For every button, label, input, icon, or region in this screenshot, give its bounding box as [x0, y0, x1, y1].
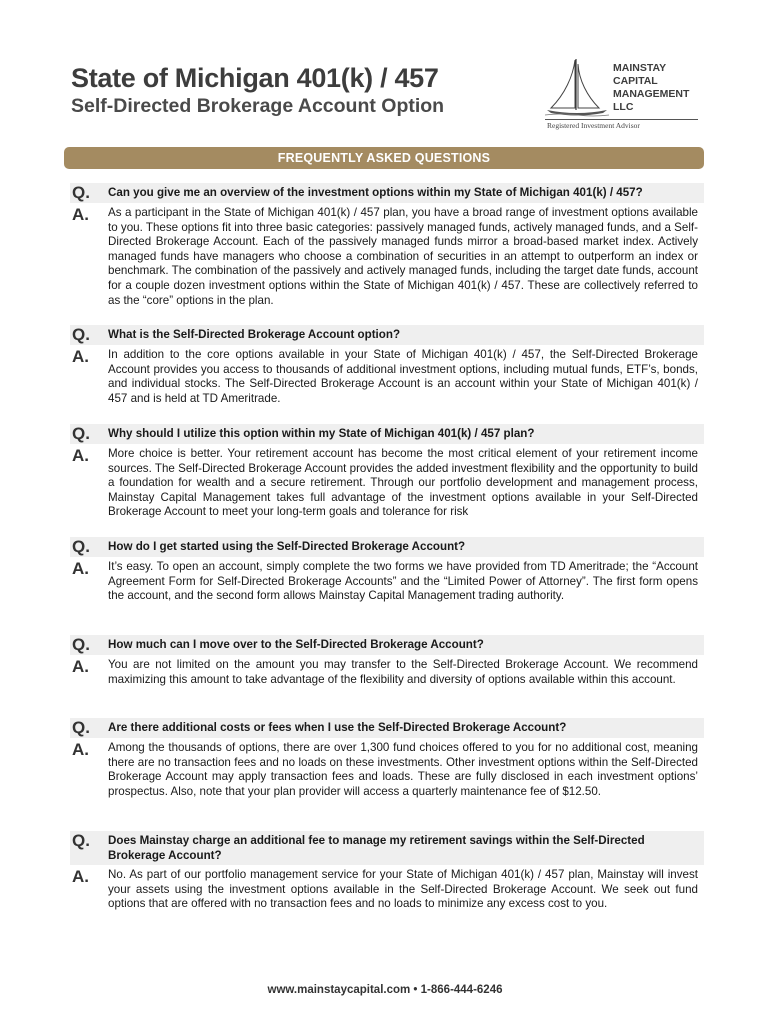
question-row — [70, 635, 704, 655]
answer-row — [70, 206, 704, 308]
question-text: Are there additional costs or fees when I use the Self-Directed Brokerage Account? — [108, 721, 567, 734]
answer-text: No. As part of our portfolio management service for your State of Michigan 401(k) / 457 plan, Mainstay will invest your assets using the investment options available in the Self-Directed Brokerage Account. We seek out fund options that are offered with no transaction fees and no loads to minimize any excess cost to you. — [108, 868, 698, 911]
answer-marker: A. — [72, 740, 89, 759]
page-title: State of Michigan 401(k) / 457 — [71, 63, 439, 93]
faq-item — [70, 325, 704, 406]
answer-text: In addition to the core options available in your State of Michigan 401(k) / 457, the Self-Directed Brokerage Account provides you access to thousands of additional investment options, including mutual funds, ETF’s, bonds, and individual stocks. The Self-Directed Brokerage Account is an account within your State of Michigan 401(k) / 457 and is held at TD Ameritrade. — [108, 348, 698, 405]
answer-row — [70, 447, 704, 520]
logo-name-line: CAPITAL — [613, 75, 658, 87]
question-marker: Q. — [72, 831, 90, 850]
question-row — [70, 831, 704, 865]
faq-item — [70, 537, 704, 604]
answer-text: You are not limited on the amount you may transfer to the Self-Directed Brokerage Account. We recommend maximizing this amount to take advantage of the flexibility and diversity of options available within this account. — [108, 658, 698, 686]
question-row — [70, 325, 704, 345]
question-marker: Q. — [72, 325, 90, 344]
faq-item — [70, 831, 704, 912]
question-text: What is the Self-Directed Brokerage Account option? — [108, 328, 401, 341]
page-subtitle: Self-Directed Brokerage Account Option — [71, 95, 445, 117]
answer-marker: A. — [72, 559, 89, 578]
question-text: Does Mainstay charge an additional fee to manage my retirement savings within the Self-Directed Brokerage Account? — [108, 834, 645, 862]
question-row — [70, 718, 704, 738]
faq-item — [70, 424, 704, 520]
question-row — [70, 183, 704, 203]
logo-name-line: MAINSTAY — [613, 62, 667, 74]
logo-name-line: LLC — [613, 101, 634, 113]
faq-item — [70, 635, 704, 687]
question-marker: Q. — [72, 718, 90, 737]
question-text: Can you give me an overview of the investment options within my State of Michigan 401(k) / 457? — [108, 186, 643, 199]
question-marker: Q. — [72, 537, 90, 556]
answer-marker: A. — [72, 347, 89, 366]
question-marker: Q. — [72, 183, 90, 202]
question-marker: Q. — [72, 635, 90, 654]
sailboat-icon — [543, 58, 613, 118]
faq-banner: FREQUENTLY ASKED QUESTIONS — [64, 147, 704, 169]
answer-text: It’s easy. To open an account, simply complete the two forms we have provided from TD Ameritrade; the “Account Agreement Form for Self-Directed Brokerage Accounts” and the “Limited Power of Attorney”. The first form opens the account, and the second form allows Mainstay Capital Management trading authority. — [108, 560, 698, 603]
answer-marker: A. — [72, 867, 89, 886]
answer-text: Among the thousands of options, there are over 1,300 fund choices offered to you for no additional cost, meaning there are no transaction fees and no loads on these investments. Other investment options within the Self-Directed Brokerage Account may apply transaction fees and loads. These are fully disclosed in each investment options’ prospectus. Also, note that your plan provider will access a quarterly maintenance fee of $12.50. — [108, 741, 698, 798]
question-text: Why should I utilize this option within my State of Michigan 401(k) / 457 plan? — [108, 427, 535, 440]
logo-tagline: Registered Investment Advisor — [547, 121, 640, 130]
answer-text: More choice is better. Your retirement account has become the most critical element of your retirement income sources. The Self-Directed Brokerage Account provides the added investment flexibility and the opportunity to build a foundation for wealth and a secure retirement. Through our portfolio development and management process, Mainstay Capital Management takes full advantage of the investment options available in your Self-Directed Brokerage Account to meet your long-term goals and tolerance for risk — [108, 447, 698, 519]
logo-divider — [545, 119, 698, 120]
logo-name-line: MANAGEMENT — [613, 88, 690, 100]
company-logo — [543, 58, 713, 134]
answer-row — [70, 560, 704, 604]
answer-marker: A. — [72, 205, 89, 224]
answer-row — [70, 658, 704, 687]
question-row — [70, 537, 704, 557]
faq-item — [70, 183, 704, 308]
answer-marker: A. — [72, 446, 89, 465]
question-row — [70, 424, 704, 444]
question-text: How do I get started using the Self-Directed Brokerage Account? — [108, 540, 466, 553]
faq-item — [70, 718, 704, 799]
answer-row — [70, 868, 704, 912]
answer-marker: A. — [72, 657, 89, 676]
answer-row — [70, 348, 704, 406]
logo-company-name — [613, 62, 689, 114]
answer-text: As a participant in the State of Michigan 401(k) / 457 plan, you have a broad range of investment options available to you. These options fit into three basic categories: passively managed funds, actively managed funds, and a Self-Directed Brokerage Account. Each of the passively managed funds mirror a broad-based market index. Actively managed funds have managers who choose a combination of securities in an attempt to outperform an index or benchmark. The combination of the passively and actively managed funds, including the target date funds, account for a couple dozen investment options within the State of Michigan 401(k) / 457. These are collectively referred to as the “core” options in the plan. — [108, 206, 698, 307]
page-footer: www.mainstaycapital.com • 1-866-444-6246 — [267, 984, 503, 996]
answer-row — [70, 741, 704, 799]
question-marker: Q. — [72, 424, 90, 443]
question-text: How much can I move over to the Self-Directed Brokerage Account? — [108, 638, 484, 651]
